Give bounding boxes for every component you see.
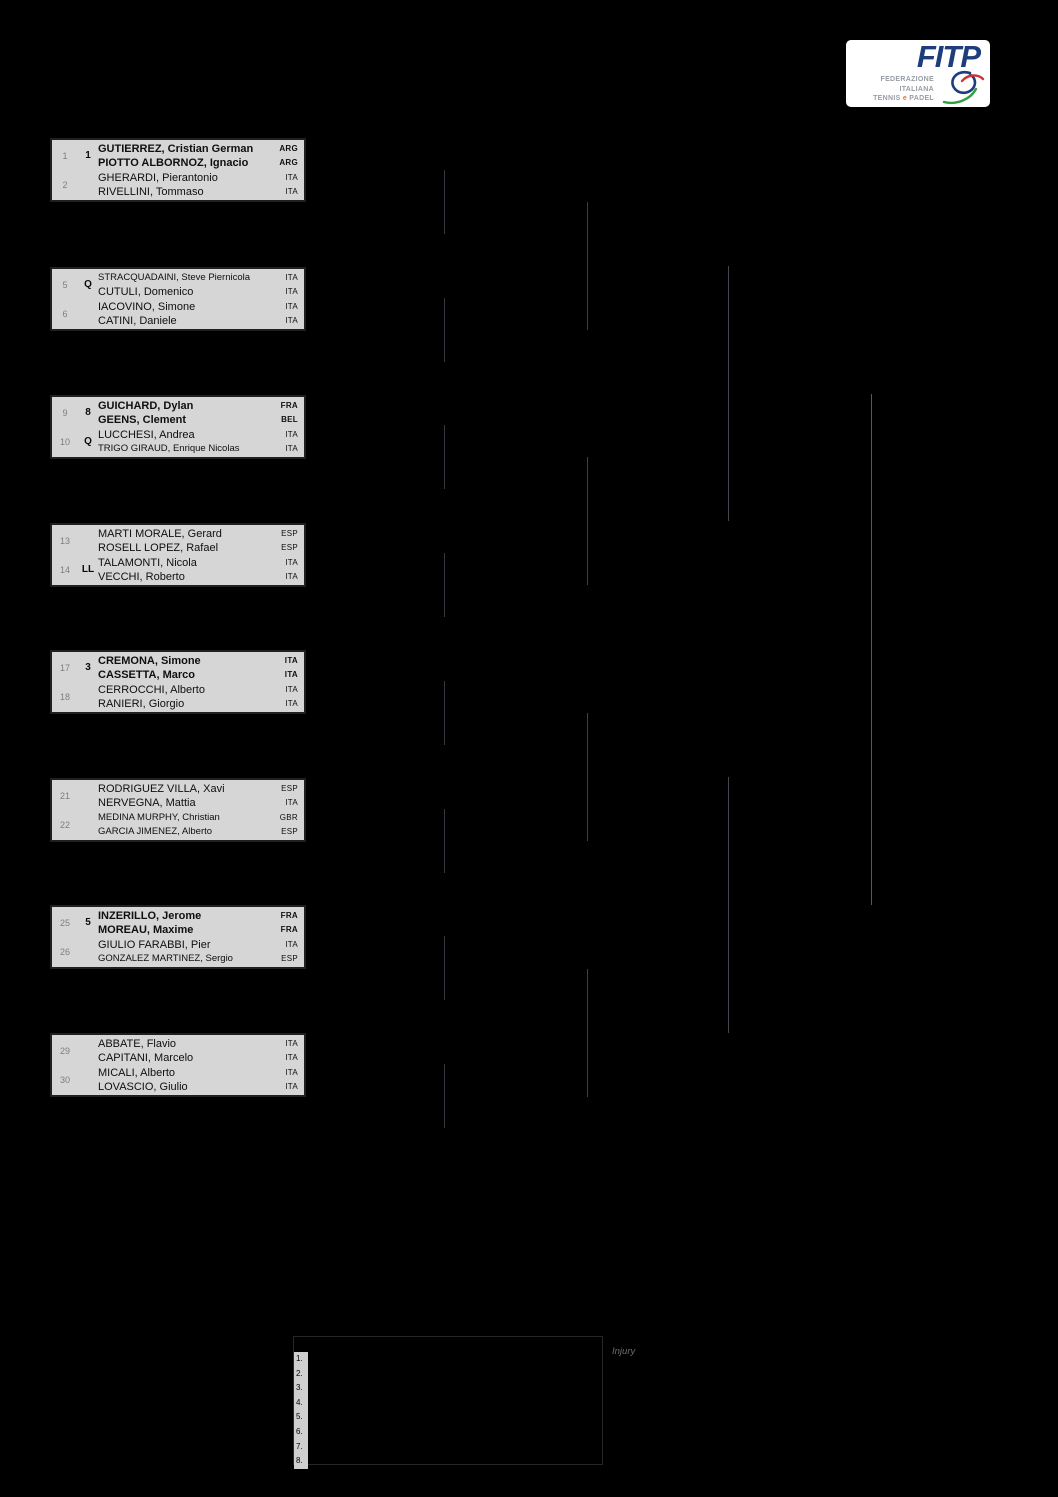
country-code: ITA	[285, 187, 298, 196]
draw-position: 22	[59, 819, 70, 830]
team-row	[52, 555, 304, 584]
team-names	[98, 427, 262, 456]
player-name: CAPITANI, Marcelo	[98, 1052, 194, 1064]
player-name: VECCHI, Roberto	[98, 571, 185, 583]
seed-or-status	[78, 1065, 98, 1094]
fitp-swoosh-icon	[928, 69, 986, 105]
country-code: ESP	[281, 954, 298, 963]
player-name: TALAMONTI, Nicola	[98, 557, 197, 569]
country-code: ITA	[285, 940, 298, 949]
team-names	[98, 937, 262, 966]
draw-position: 18	[59, 691, 70, 702]
player-name: CASSETTA, Marco	[98, 669, 195, 681]
bracket-connector-r2	[444, 170, 445, 234]
seed-list-number: 7.	[296, 1441, 303, 1451]
draw-position: 26	[59, 946, 70, 957]
player-name: IACOVINO, Simone	[98, 301, 196, 313]
seed-or-status: Q	[84, 279, 92, 290]
player-name: MEDINA MURPHY, Christian	[98, 812, 220, 823]
country-code: ITA	[285, 798, 298, 807]
bracket-connector-r2	[444, 809, 445, 873]
bracket-connector-qf	[728, 777, 729, 1033]
team-names	[98, 682, 262, 711]
seed-list-box	[293, 1336, 603, 1465]
country-code: ITA	[284, 656, 298, 665]
bracket-connector-r3	[587, 969, 588, 1097]
player-name: GEENS, Clement	[98, 414, 187, 426]
team-countries	[262, 526, 304, 555]
team-countries	[262, 141, 304, 170]
player-name: MICALI, Alberto	[98, 1067, 176, 1079]
player-name: NERVEGNA, Mattia	[98, 797, 196, 809]
seed-or-status: 3	[85, 662, 91, 673]
country-code: ITA	[285, 572, 298, 581]
player-name: ROSELL LOPEZ, Rafael	[98, 542, 219, 554]
country-code: ITA	[285, 1068, 298, 1077]
player-name: ABBATE, Flavio	[98, 1038, 177, 1050]
country-code: ITA	[285, 1053, 298, 1062]
draw-position: 1	[62, 150, 68, 161]
draw-position: 6	[62, 308, 68, 319]
team-countries	[262, 299, 304, 328]
fitp-logo-brand: FITP	[916, 40, 980, 74]
team-names	[98, 653, 262, 682]
country-code: ITA	[285, 173, 298, 182]
fitp-logo-subtitle-line2: ITALIANA	[899, 85, 934, 93]
fitp-logo-subtitle	[873, 75, 934, 104]
bracket-connector-r3	[587, 202, 588, 330]
team-row	[52, 270, 304, 299]
team-names	[98, 781, 262, 810]
draw-position: 30	[59, 1074, 70, 1085]
country-code: ITA	[285, 558, 298, 567]
player-name: STRACQUADAINI, Steve Piernicola	[98, 272, 251, 283]
bracket-connector-r3	[587, 457, 588, 585]
seed-list-number: 2.	[296, 1368, 303, 1378]
seed-list-number: 5.	[296, 1412, 303, 1422]
team-row	[52, 526, 304, 555]
player-name: GARCIA JIMENEZ, Alberto	[98, 826, 213, 837]
player-name: TRIGO GIRAUD, Enrique Nicolas	[98, 443, 240, 454]
team-names	[98, 1036, 262, 1065]
team-names	[98, 555, 262, 584]
player-name: GUTIERREZ, Cristian German	[98, 143, 254, 155]
bracket-connector-r2	[444, 681, 445, 745]
seed-or-status: Q	[84, 436, 92, 447]
team-names	[98, 1065, 262, 1094]
fitp-logo-subtitle-line1: FEDERAZIONE	[880, 76, 934, 83]
seed-or-status: 8	[85, 407, 91, 418]
bracket-connector-r3	[587, 713, 588, 841]
country-code: ITA	[285, 302, 298, 311]
team-names	[98, 908, 262, 937]
player-name: LUCCHESI, Andrea	[98, 429, 195, 441]
team-countries	[262, 810, 304, 839]
team-row	[52, 937, 304, 966]
team-countries	[262, 427, 304, 456]
player-name: CERROCCHI, Alberto	[98, 684, 205, 696]
team-countries	[262, 653, 304, 682]
team-countries	[262, 1036, 304, 1065]
match-box	[50, 650, 306, 714]
player-name: CATINI, Daniele	[98, 315, 177, 327]
country-code: ITA	[284, 670, 298, 679]
country-code: ITA	[285, 287, 298, 296]
team-countries	[262, 170, 304, 199]
draw-position: 17	[59, 662, 70, 673]
bracket-connector-sf	[871, 394, 872, 905]
seed-or-status: 1	[85, 150, 91, 161]
player-name: GUICHARD, Dylan	[98, 400, 194, 412]
seed-list-number: 6.	[296, 1426, 303, 1436]
match-box	[50, 267, 306, 331]
player-name: RANIERI, Giorgio	[98, 698, 185, 710]
player-name: LOVASCIO, Giulio	[98, 1081, 188, 1093]
team-row	[52, 1065, 304, 1094]
country-code: ARG	[279, 158, 298, 167]
team-countries	[262, 682, 304, 711]
bracket-connector-r2	[444, 298, 445, 362]
team-row	[52, 781, 304, 810]
bracket-connector-r2	[444, 936, 445, 1000]
country-code: ARG	[279, 144, 298, 153]
bracket-connector-r2	[444, 1064, 445, 1128]
team-row	[52, 653, 304, 682]
match-box	[50, 1033, 306, 1097]
team-names	[98, 141, 262, 170]
bracket-connector-r2	[444, 425, 445, 489]
seed-or-status	[78, 299, 98, 328]
team-names	[98, 170, 262, 199]
country-code: ESP	[281, 827, 298, 836]
country-code: ESP	[281, 784, 298, 793]
seed-or-status	[78, 937, 98, 966]
seed-or-status: 5	[85, 917, 91, 928]
player-name: MARTI MORALE, Gerard	[98, 528, 222, 540]
team-names	[98, 526, 262, 555]
team-row	[52, 682, 304, 711]
player-name: RIVELLINI, Tommaso	[98, 186, 204, 198]
seed-list-number: 3.	[296, 1383, 303, 1393]
seed-number-strip	[294, 1352, 308, 1469]
bracket-connector-qf	[728, 266, 729, 521]
draw-position: 21	[59, 790, 70, 801]
player-name: MOREAU, Maxime	[98, 924, 194, 936]
team-row	[52, 299, 304, 328]
team-countries	[262, 398, 304, 427]
player-name: INZERILLO, Jerome	[98, 910, 202, 922]
team-row	[52, 427, 304, 456]
team-row	[52, 141, 304, 170]
seed-or-status	[78, 781, 98, 810]
seed-list-number: 1.	[296, 1354, 303, 1363]
draw-position: 9	[62, 407, 68, 418]
country-code: ESP	[281, 529, 298, 538]
country-code: ITA	[285, 430, 298, 439]
country-code: ITA	[285, 1039, 298, 1048]
draw-position: 29	[59, 1045, 70, 1056]
country-code: FRA	[280, 401, 298, 410]
match-box	[50, 523, 306, 587]
seed-or-status	[78, 810, 98, 839]
team-row	[52, 398, 304, 427]
team-countries	[262, 908, 304, 937]
country-code: FRA	[280, 911, 298, 920]
country-code: ITA	[285, 685, 298, 694]
fitp-logo-subtitle-line3: TENNIS e PADEL	[873, 95, 934, 102]
seed-or-status: LL	[81, 564, 95, 575]
team-countries	[262, 1065, 304, 1094]
draw-position: 13	[59, 535, 70, 546]
team-countries	[262, 555, 304, 584]
seed-or-status	[78, 1036, 98, 1065]
country-code: BEL	[281, 415, 298, 424]
player-name: GHERARDI, Pierantonio	[98, 172, 218, 184]
team-row	[52, 1036, 304, 1065]
seed-or-status	[78, 170, 98, 199]
match-box	[50, 395, 306, 459]
team-names	[98, 299, 262, 328]
team-row	[52, 810, 304, 839]
bracket-connector-r2	[444, 553, 445, 617]
team-countries	[262, 937, 304, 966]
country-code: ITA	[285, 699, 298, 708]
seed-list-number: 8.	[296, 1456, 303, 1466]
team-row	[52, 170, 304, 199]
team-names	[98, 270, 262, 299]
seed-or-status	[78, 526, 98, 555]
player-name: CREMONA, Simone	[98, 655, 201, 667]
match-box	[50, 905, 306, 969]
player-name: PIOTTO ALBORNOZ, Ignacio	[98, 157, 249, 169]
fitp-logo	[846, 40, 990, 107]
team-row	[52, 908, 304, 937]
country-code: ITA	[285, 444, 298, 453]
injury-note: Injury	[612, 1346, 636, 1357]
draw-position: 2	[62, 179, 68, 190]
country-code: ITA	[285, 316, 298, 325]
player-name: GONZALEZ MARTINEZ, Sergio	[98, 953, 233, 964]
team-names	[98, 398, 262, 427]
team-countries	[262, 270, 304, 299]
player-name: CUTULI, Domenico	[98, 286, 194, 298]
player-name: RODRIGUEZ VILLA, Xavi	[98, 783, 225, 795]
match-box	[50, 778, 306, 842]
country-code: ESP	[281, 543, 298, 552]
country-code: ITA	[285, 273, 298, 282]
draw-position: 14	[59, 564, 70, 575]
country-code: ITA	[285, 1082, 298, 1091]
draw-position: 10	[59, 436, 70, 447]
draw-position: 25	[59, 917, 70, 928]
team-names	[98, 810, 262, 839]
country-code: GBR	[279, 813, 298, 822]
player-name: GIULIO FARABBI, Pier	[98, 939, 211, 951]
team-countries	[262, 781, 304, 810]
country-code: FRA	[280, 925, 298, 934]
seed-or-status	[78, 682, 98, 711]
match-box	[50, 138, 306, 202]
seed-list-number: 4.	[296, 1397, 303, 1407]
draw-position: 5	[62, 279, 68, 290]
